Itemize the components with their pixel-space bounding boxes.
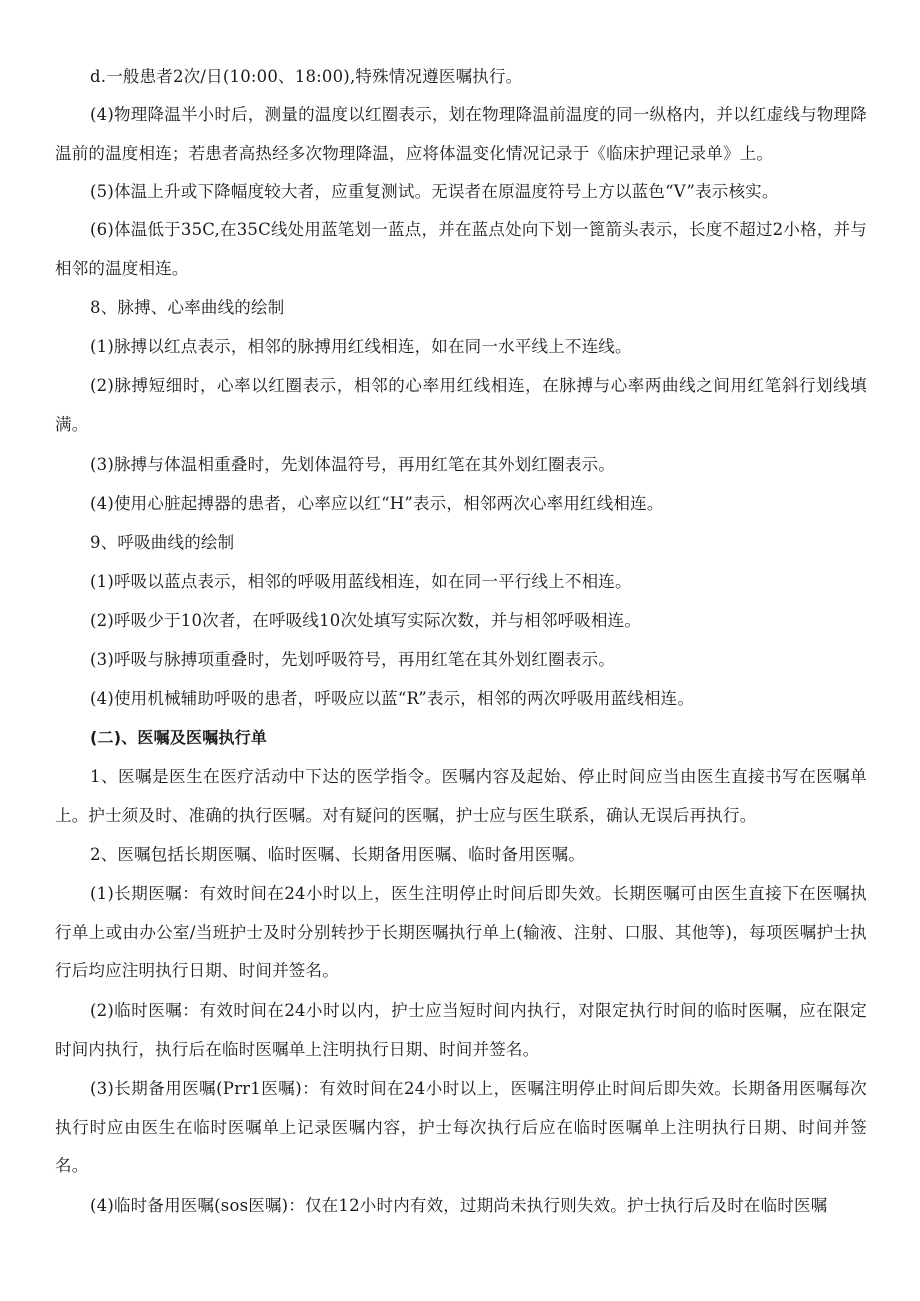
section-heading-orders: (二)、医嘱及医嘱执行单: [90, 728, 268, 747]
paragraph-20: (3)长期备用医嘱(Prr1医嘱)：有效时间在24小时以上，医嘱注明停止时间后即失效。长期备用医嘱每次执行时应由医生在临时医嘱单上记录医嘱内容，护士每次执行后应在临时医嘱单上注明执行日期、时间并签名。: [55, 1079, 867, 1175]
paragraph-1: d.一般患者2次/日(10:00、18:00),特殊情况遵医嘱执行。: [90, 67, 523, 86]
section-heading-respiration: 9、呼吸曲线的绘制: [90, 533, 235, 552]
paragraph-17: 2、医嘱包括长期医嘱、临时医嘱、长期备用医嘱、临时备用医嘱。: [90, 845, 585, 864]
paragraph-6: (1)脉搏以红点表示，相邻的脉搏用红线相连，如在同一水平线上不连线。: [90, 337, 632, 356]
paragraph-12: (2)呼吸少于10次者，在呼吸线10次处填写实际次数，并与相邻呼吸相连。: [90, 611, 642, 630]
paragraph-8: (3)脉搏与体温相重叠时，先划体温符号，再用红笔在其外划红圈表示。: [90, 455, 615, 474]
paragraph-4: (6)体温低于35C,在35C线处用蓝笔划一蓝点，并在蓝点处向下划一篦箭头表示，长度不超过2小格，并与相邻的温度相连。: [55, 220, 867, 278]
paragraph-14: (4)使用机械辅助呼吸的患者，呼吸应以蓝“R”表示，相邻的两次呼吸用蓝线相连。: [90, 689, 695, 708]
paragraph-21: (4)临时备用医嘱(sos医嘱)：仅在12小时内有效，过期尚未执行则失效。护士执行后及时在临时医嘱: [90, 1196, 828, 1215]
paragraph-18: (1)长期医嘱：有效时间在24小时以上，医生注明停止时间后即失效。长期医嘱可由医生直接下在医嘱执行单上或由办公室/当班护士及时分别转抄于长期医嘱执行单上(输液、注射、口服、其他等)，每项医嘱护士执行后均应注明执行日期、时间并签名。: [55, 884, 867, 980]
paragraph-19: (2)临时医嘱：有效时间在24小时以内，护士应当短时间内执行，对限定执行时间的临时医嘱，应在限定时间内执行，执行后在临时医嘱单上注明执行日期、时间并签名。: [55, 1001, 867, 1059]
paragraph-11: (1)呼吸以蓝点表示，相邻的呼吸用蓝线相连，如在同一平行线上不相连。: [90, 572, 632, 591]
section-heading-pulse: 8、脉搏、心率曲线的绘制: [90, 298, 285, 317]
paragraph-7: (2)脉搏短细时，心率以红圈表示，相邻的心率用红线相连，在脉搏与心率两曲线之间用红笔斜行划线填满。: [55, 376, 867, 434]
paragraph-3: (5)体温上升或下降幅度较大者，应重复测试。无误者在原温度符号上方以蓝色“V”表示核实。: [90, 182, 779, 201]
paragraph-2: (4)物理降温半小时后，测量的温度以红圈表示，划在物理降温前温度的同一纵格内，并以红虚线与物理降温前的温度相连；若患者高热经多次物理降温，应将体温变化情况记录于《临床护理记录单》上。: [55, 105, 867, 163]
paragraph-9: (4)使用心脏起搏器的患者，心率应以红“H”表示，相邻两次心率用红线相连。: [90, 494, 664, 513]
paragraph-13: (3)呼吸与脉搏项重叠时，先划呼吸符号，再用红笔在其外划红圈表示。: [90, 650, 615, 669]
paragraph-16: 1、医嘱是医生在医疗活动中下达的医学指令。医嘱内容及起始、停止时间应当由医生直接书写在医嘱单上。护士须及时、准确的执行医嘱。对有疑问的医嘱，护士应与医生联系，确认无误后再执行。: [55, 767, 867, 825]
